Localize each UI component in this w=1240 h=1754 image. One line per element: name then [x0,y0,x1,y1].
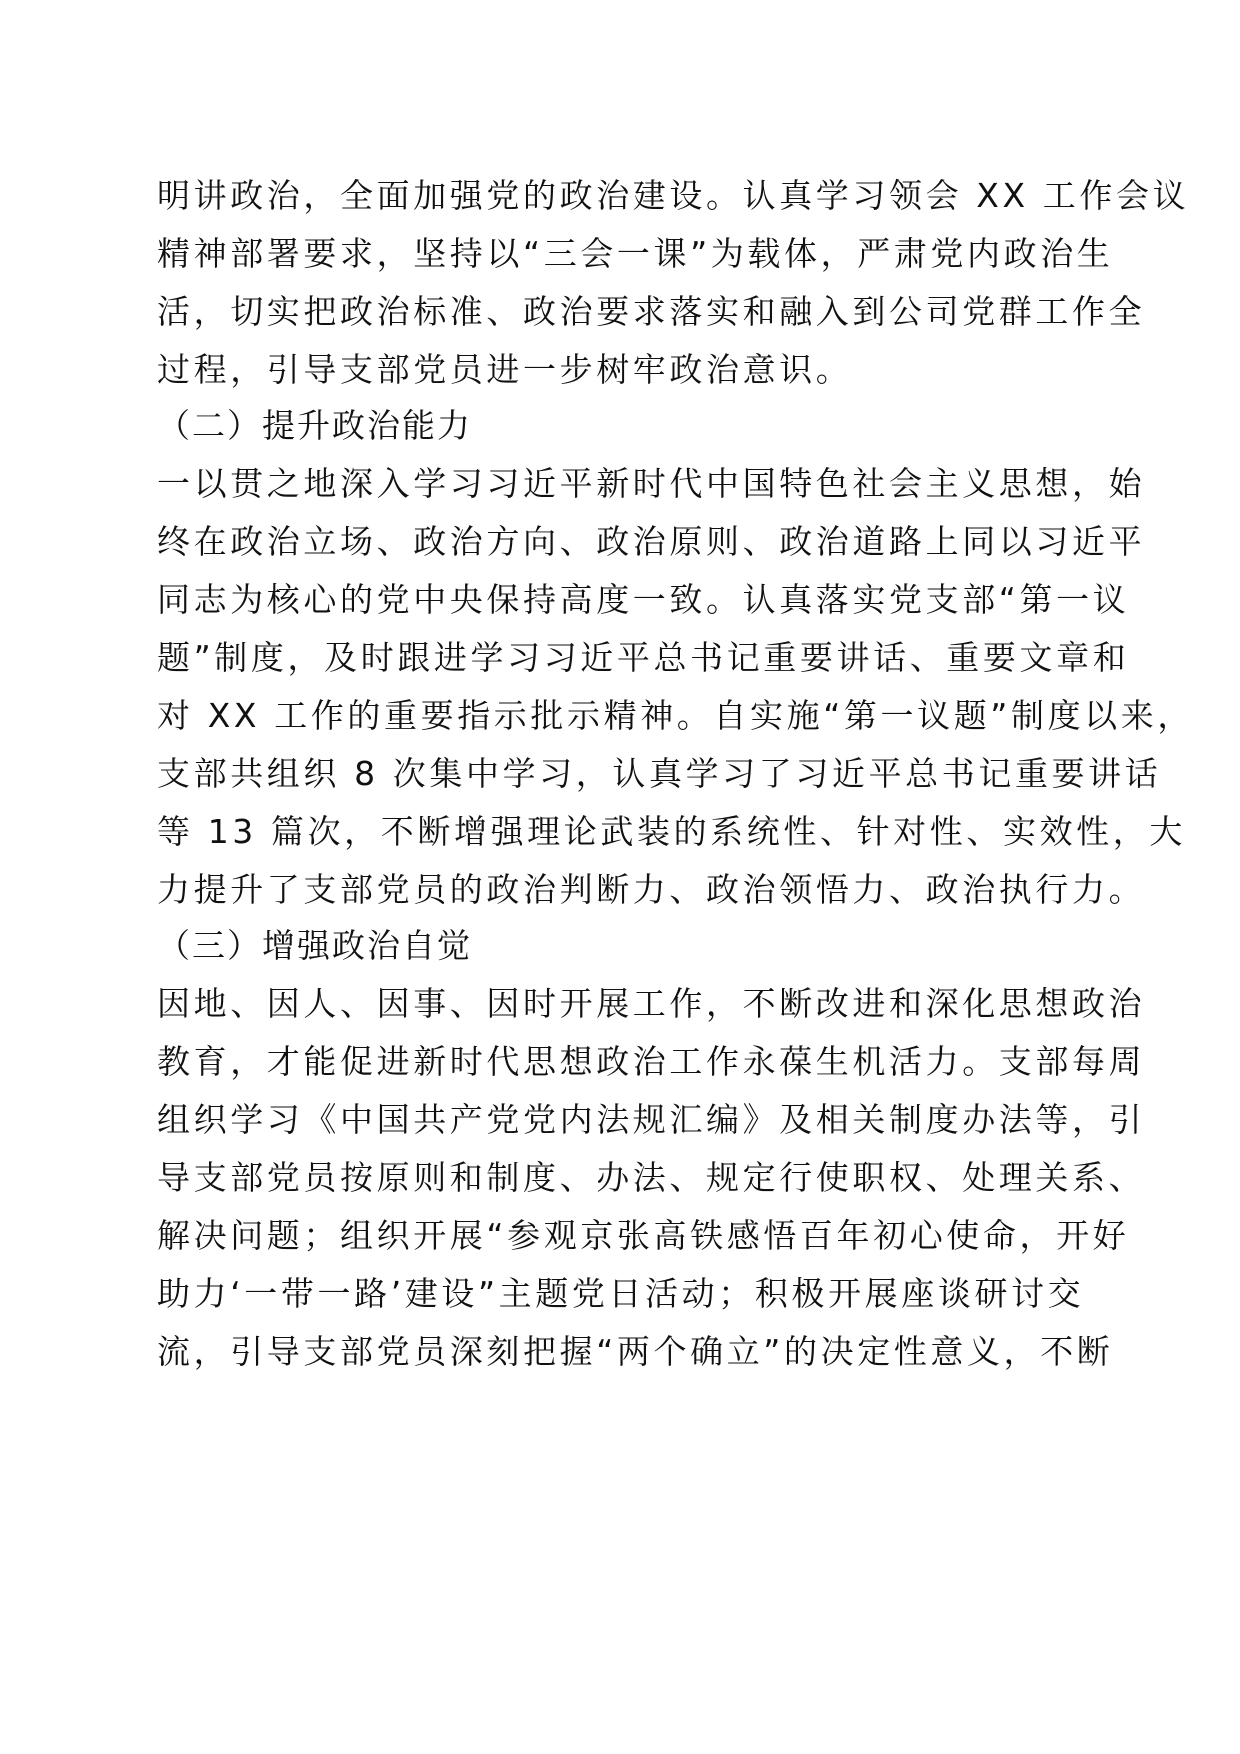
paragraph-2-line-8: 力提升了支部党员的政治判断力、政治领悟力、政治执行力。 [157,870,1146,909]
paragraph-3-line-1: 因地、因人、因事、因时开展工作，不断改进和深化思想政治 [157,984,1146,1023]
paragraph-2-line-3: 同志为核心的党中央保持高度一致。认真落实党支部“第一议 [157,580,1130,619]
section-heading-3: （三）增强政治自觉 [157,926,472,965]
section-heading-2: （二）提升政治能力 [157,406,472,445]
paragraph-3-line-7: 流，引导支部党员深刻把握“两个确立”的决定性意义，不断 [157,1332,1114,1371]
paragraph-3-line-2: 教育，才能促进新时代思想政治工作永葆生机活力。支部每周 [157,1042,1146,1081]
paragraph-2-line-7: 等 13 篇次，不断增强理论武装的系统性、针对性、实效性，大 [157,812,1186,851]
paragraph-1-line-2: 精神部署要求，坚持以“三会一课”为载体，严肃党内政治生 [157,234,1114,273]
paragraph-3-line-5: 解决问题；组织开展“参观京张高铁感悟百年初心使命，开好 [157,1216,1130,1255]
paragraph-3-line-3: 组织学习《中国共产党党内法规汇编》及相关制度办法等，引 [157,1100,1146,1139]
paragraph-1-line-1: 明讲政治，全面加强党的政治建设。认真学习领会 XX 工作会议 [157,176,1190,215]
paragraph-2-line-1: 一以贯之地深入学习习近平新时代中国特色社会主义思想，始 [157,464,1146,503]
paragraph-2-line-2: 终在政治立场、政治方向、政治原则、政治道路上同以习近平 [157,522,1146,561]
paragraph-3-line-4: 导支部党员按原则和制度、办法、规定行使职权、处理关系、 [157,1158,1146,1197]
paragraph-1-line-3: 活，切实把政治标准、政治要求落实和融入到公司党群工作全 [157,292,1146,331]
paragraph-2-line-4: 题”制度，及时跟进学习习近平总书记重要讲话、重要文章和 [157,638,1130,677]
paragraph-2-line-6: 支部共组织 8 次集中学习，认真学习了习近平总书记重要讲话 [157,754,1162,793]
paragraph-1-line-4: 过程，引导支部党员进一步树牢政治意识。 [157,350,853,389]
paragraph-3-line-6: 助力‘一带一路’建设”主题党日活动；积极开展座谈研讨交 [157,1274,1085,1313]
paragraph-2-line-5: 对 XX 工作的重要指示批示精神。自实施“第一议题”制度以来， [157,696,1194,735]
